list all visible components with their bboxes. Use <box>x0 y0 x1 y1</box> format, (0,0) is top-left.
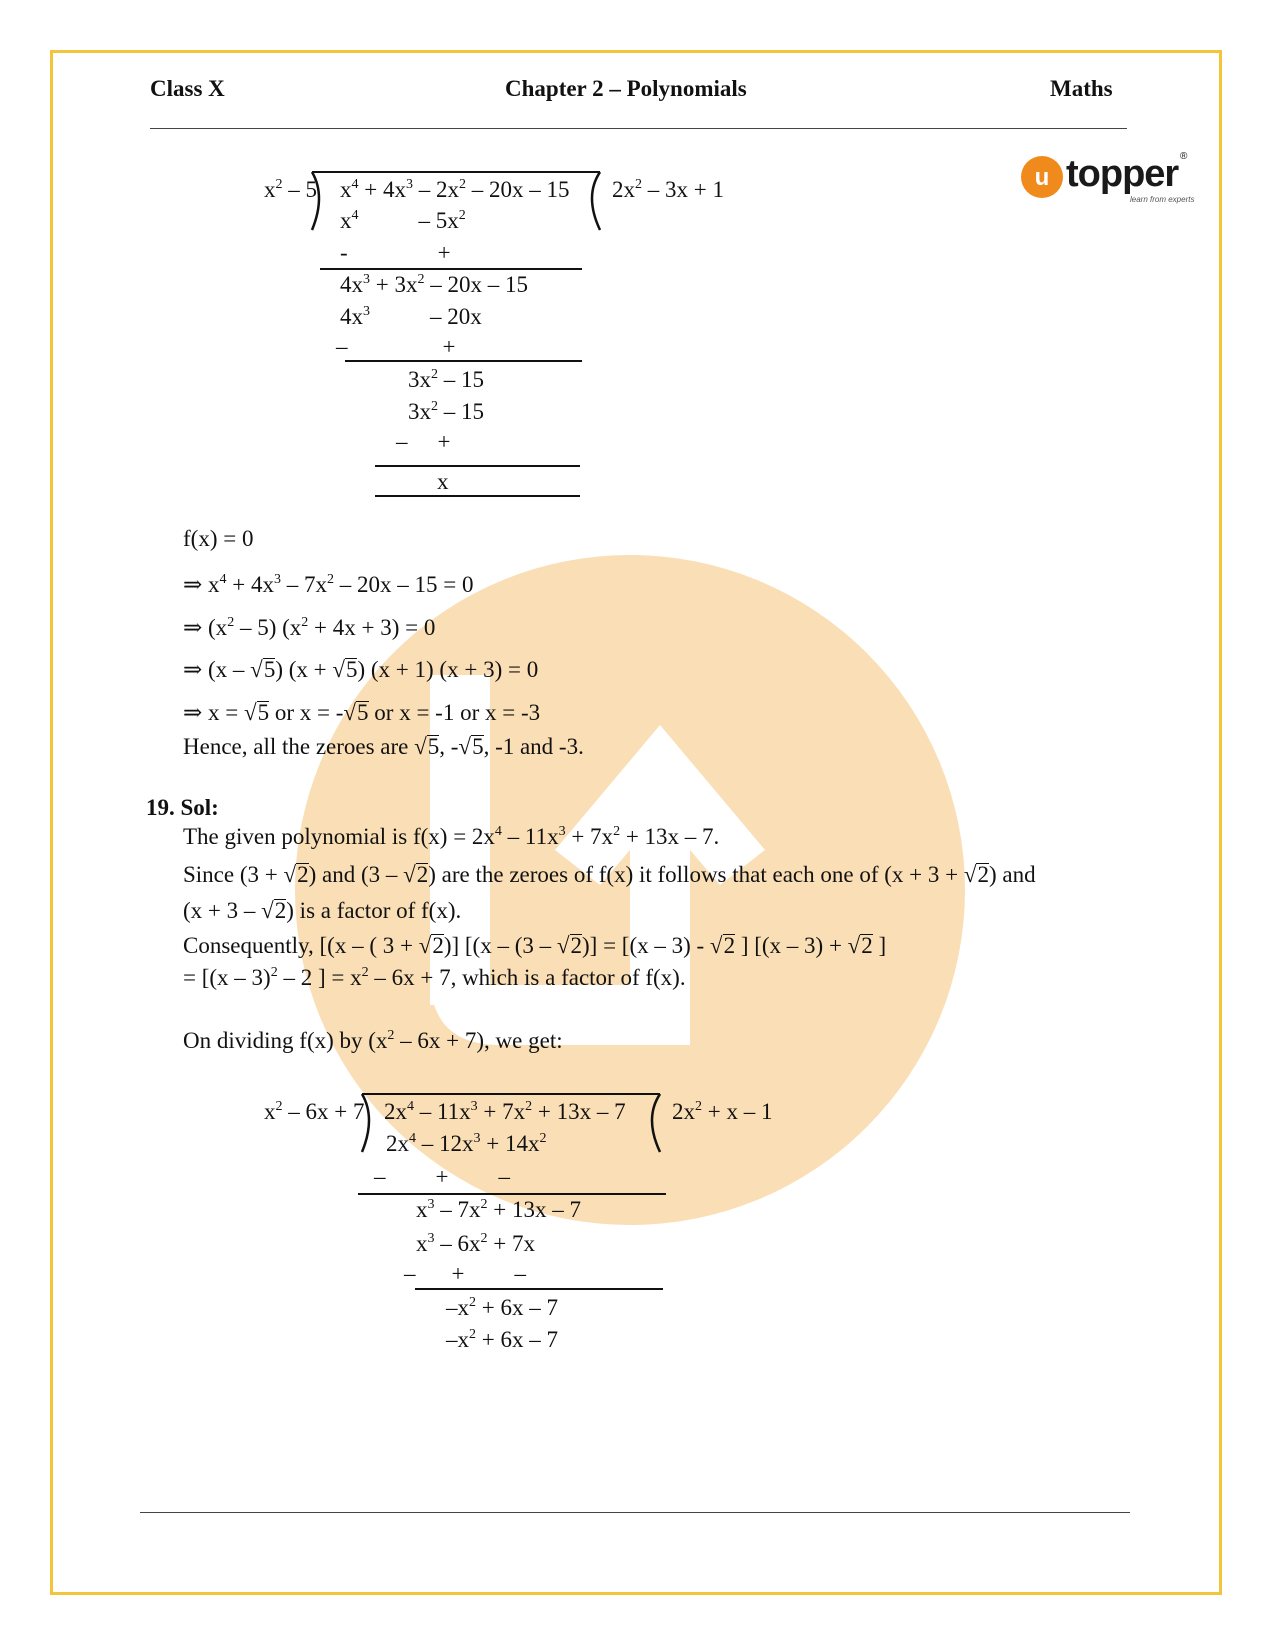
svg-text:u: u <box>1034 164 1050 191</box>
division2-step2-signs: – + – <box>404 1261 526 1286</box>
sol18-line2: ⇒ $x^4 + 4x^3 - 7x^2 - 20x - 15 = 0$ <box>183 572 474 597</box>
sol18-line1: f(x) = 0 <box>183 526 254 551</box>
sol19-line6: On dividing f(x) by $(x^2 - 6x + 7)$, we get: <box>183 1028 563 1053</box>
division1-dividend: $x^4 + 4x^3 - 2x^2 - 20x - 15$ <box>340 177 570 202</box>
class-label: Class X <box>150 76 225 101</box>
division2-divisor: $x^2 - 6x + 7$ <box>264 1099 365 1124</box>
division1-rule-1 <box>320 268 582 270</box>
sol19-line2: Since (3 + √2) and (3 – √2) are the zeroes of f(x) it follows that each one of (x + 3 + √2) and <box>183 862 1036 887</box>
division1-divisor: $x^2 - 5$ <box>264 177 317 202</box>
sol18-line6: Hence, all the zeroes are √5, -√5, -1 and -3. <box>183 734 584 759</box>
division2-step1: $2x^4 - 12x^3 + 14x^2$ <box>386 1131 547 1156</box>
division1-step2-signs: – + <box>336 334 456 359</box>
division1-rule-3 <box>375 465 580 467</box>
division2-rem2: $-x^2 + 6x - 7$ <box>446 1295 558 1320</box>
sol18-line5: ⇒ x = √5 or x = -√5 or x = -1 or x = -3 <box>183 700 541 725</box>
division2-step1-signs: – + – <box>374 1164 510 1189</box>
brand-name: topper <box>1066 153 1179 195</box>
division1-rule-4 <box>375 495 580 497</box>
division1-rule-2 <box>345 360 582 362</box>
footer-divider <box>140 1512 1130 1513</box>
sol19-line4: Consequently, [(x – ( 3 + √2)] [(x – (3 – √2)] = [(x – 3) - √2 ] [(x – 3) + √2 ] <box>183 933 887 958</box>
header-divider <box>150 128 1127 129</box>
sol19-line5: = [(x – 3)$^2$ – 2 ] = $x^2 - 6x + 7$, which is a factor of f(x). <box>183 965 686 990</box>
chapter-title: Chapter 2 – Polynomials <box>505 76 747 101</box>
division1-step2: $4x^3 - 20x$ <box>340 304 482 329</box>
division1-final: x <box>437 469 449 494</box>
brand-tagline: learn from experts <box>1130 195 1195 204</box>
division1-step3-signs: – + <box>396 429 451 454</box>
division2-step3: $-x^2 + 6x - 7$ <box>446 1327 558 1352</box>
division1-quotient: $2x^2 - 3x + 1$ <box>612 177 724 202</box>
sol18-line3: ⇒ $(x^2 - 5) (x^2 + 4x + 3) = 0$ <box>183 615 436 640</box>
sol19-line3: (x + 3 – √2) is a factor of f(x). <box>183 898 462 923</box>
division1-rem2: $3x^2 - 15$ <box>408 367 484 392</box>
registered-mark-icon: ® <box>1180 151 1188 162</box>
division1-step1-signs: - + <box>340 240 451 265</box>
division2-dividend: $2x^4 - 11x^3 + 7x^2 + 13x - 7$ <box>384 1099 626 1124</box>
division2-rem1: $x^3 - 7x^2 + 13x - 7$ <box>416 1197 581 1222</box>
division1-step1: $x^4 - 5x^2$ <box>340 208 466 233</box>
division2-rule-1 <box>358 1193 666 1195</box>
division2-rule-2 <box>415 1288 663 1290</box>
division2-quotient: $2x^2 + x - 1$ <box>672 1099 773 1124</box>
subject-label: Maths <box>1050 76 1113 101</box>
division1-rem1: $4x^3 + 3x^2 - 20x - 15$ <box>340 272 528 297</box>
sol19-line1: The given polynomial is $f(x) = 2x^4 - 11x^3 + 7x^2 + 13x - 7$. <box>183 824 720 849</box>
division1-step3: $3x^2 - 15$ <box>408 399 484 424</box>
brand-badge-icon <box>1020 155 1064 199</box>
sol18-line4: ⇒ (x – √5) (x + √5) (x + 1) (x + 3) = 0 <box>183 657 539 682</box>
division2-step2: $x^3 - 6x^2 + 7x$ <box>416 1231 535 1256</box>
brand-logo <box>1020 151 1195 210</box>
question-number: 19. Sol: <box>146 795 219 820</box>
